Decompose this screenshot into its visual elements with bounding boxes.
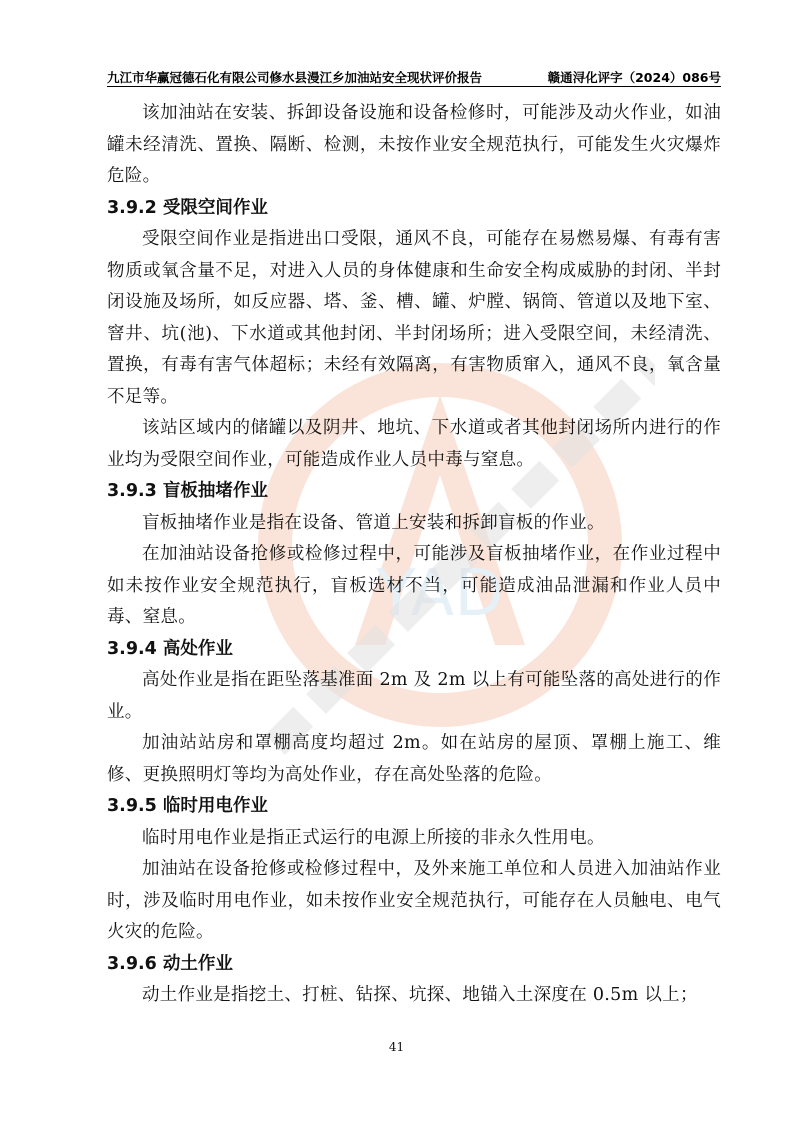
paragraph: 在加油站设备抢修或检修过程中，可能涉及盲板抽堵作业，在作业过程中如未按作业安全规范执行，盲板选材不当，可能造成油品泄漏和作业人员中毒、窒息。 — [107, 544, 721, 627]
page-number: 41 — [388, 1040, 405, 1054]
section-heading: 3.9.4 高处作业 — [107, 638, 233, 659]
paragraph: 动土作业是指挖土、打桩、钻探、坑探、地锚入土深度在 0.5m 以上； — [142, 985, 698, 1005]
page-header — [107, 66, 721, 87]
paragraph: 受限空间作业是指进出口受限，通风不良，可能存在易燃易爆、有毒有害物质或氧含量不足，对进入人员的身体健康和生命安全构成威胁的封闭、半封闭设施及场所，如反应器、塔、釜、槽、罐、炉膛、锅筒、管道以及地下室、窨井、坑(池)、下水道或其他封闭、半封闭场所；进入受限空间，未经清洗、置换，有毒有害气体超标；未经有效隔离，有害物质窜入，通风不良，氧含量不足等。 — [107, 229, 721, 407]
paragraph: 加油站在设备抢修或检修过程中，及外来施工单位和人员进入加油站作业时，涉及临时用电作业，如未按作业安全规范执行，可能存在人员触电、电气火灾的危险。 — [107, 859, 721, 942]
section-heading: 3.9.3 盲板抽堵作业 — [107, 481, 268, 501]
watermark-letters: YAD — [376, 557, 504, 631]
section-heading: 3.9.2 受限空间作业 — [107, 197, 268, 218]
paragraph: 该站区域内的储罐以及阴井、地坑、下水道或者其他封闭场所内进行的作业均为受限空间作业，可能造成作业人员中毒与窒息。 — [107, 418, 721, 470]
header-report-title: 九江市华赢冠德石化有限公司修水县漫江乡加油站安全现状评价报告 — [107, 70, 483, 85]
paragraph: 高处作业是指在距坠落基准面 2m 及 2m 以上有可能坠落的高处进行的作业。 — [107, 670, 721, 722]
paragraph: 盲板抽堵作业是指在设备、管道上安装和拆卸盲板的作业。 — [142, 512, 605, 533]
paragraph: 该加油站在安装、拆卸设备设施和设备检修时，可能涉及动火作业，如油罐未经清洗、置换、隔断、检测，未按作业安全规范执行，可能发生火灾爆炸危险。 — [107, 103, 721, 186]
paragraph: 临时用电作业是指正式运行的电源上所接的非永久性用电。 — [142, 827, 605, 848]
section-heading: 3.9.6 动土作业 — [107, 953, 233, 974]
section-heading: 3.9.5 临时用电作业 — [107, 796, 268, 816]
document-body — [107, 98, 721, 1012]
header-document-number: 赣通浔化评字（2024）086号 — [547, 70, 721, 85]
paragraph: 加油站站房和罩棚高度均超过 2m。如在站房的屋顶、罩棚上施工、维修、更换照明灯等均为高处作业，存在高处坠落的危险。 — [107, 733, 721, 785]
